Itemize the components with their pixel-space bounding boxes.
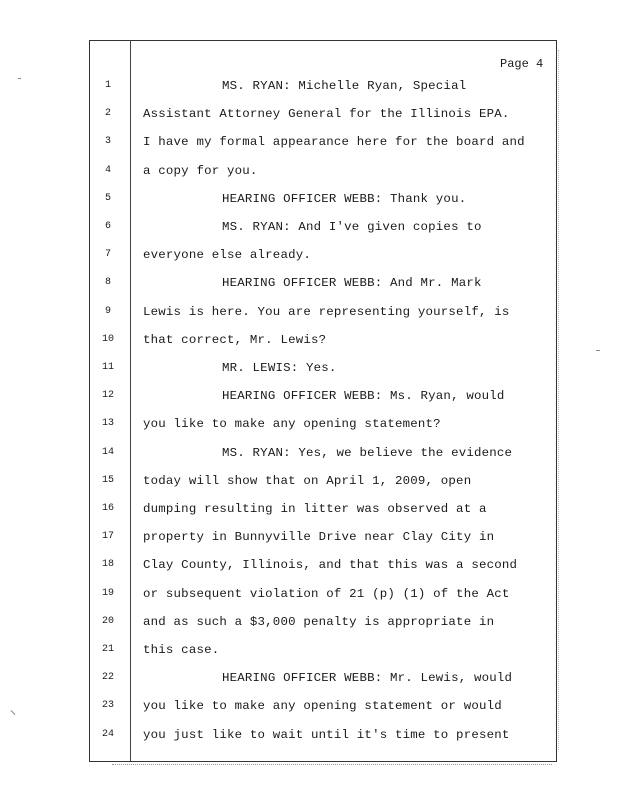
transcript-line: [0, 245, 618, 265]
line-text: HEARING OFFICER WEBB: Ms. Ryan, would: [222, 389, 505, 404]
line-text: MR. LEWIS: Yes.: [222, 361, 337, 375]
line-number: 17: [101, 531, 114, 543]
scan-speck: [596, 350, 600, 351]
footer-scan-noise: [112, 764, 552, 768]
line-number: 19: [101, 587, 114, 599]
transcript-line: [0, 358, 618, 378]
line-number: 3: [104, 136, 111, 148]
transcript-line: [0, 584, 618, 604]
line-number: 6: [104, 221, 111, 232]
transcript-line: [0, 104, 618, 124]
line-text: MS. RYAN: Yes, we believe the evidence: [222, 445, 513, 460]
line-number: 24: [101, 728, 114, 740]
line-text: HEARING OFFICER WEBB: Mr. Lewis, would: [222, 671, 513, 686]
line-number: 13: [101, 418, 114, 430]
line-number: 4: [104, 164, 111, 176]
transcript-line: [0, 132, 618, 152]
line-text: a copy for you.: [143, 163, 258, 178]
page-number: Page 4: [500, 57, 544, 71]
line-text: HEARING OFFICER WEBB: Thank you.: [222, 191, 467, 206]
transcript-line: [0, 668, 618, 688]
transcript-line: [0, 76, 618, 96]
line-number: 9: [104, 305, 111, 317]
line-number: 7: [104, 249, 111, 261]
transcript-line: [0, 217, 618, 237]
line-number: 20: [101, 615, 114, 627]
transcript-line: [0, 189, 618, 209]
line-number: 14: [101, 446, 114, 458]
line-number: 22: [101, 672, 114, 684]
line-number: 21: [101, 644, 114, 655]
line-text: MS. RYAN: And I've given copies to: [222, 220, 482, 234]
line-text: you like to make any opening statement?: [143, 417, 441, 432]
transcript-line: [0, 471, 618, 491]
line-text: Clay County, Illinois, and that this was a second: [143, 558, 518, 573]
line-number: 18: [101, 559, 114, 571]
line-number: 10: [101, 333, 114, 345]
line-number: 2: [104, 108, 111, 120]
transcript-line: [0, 273, 618, 293]
line-number: 16: [101, 503, 114, 514]
line-text: Assistant Attorney General for the Illinois EPA.: [143, 107, 510, 122]
line-text: Lewis is here. You are representing yourself, is: [143, 304, 510, 319]
line-text: or subsequent violation of 21 (p) (1) of the Act: [143, 586, 510, 601]
transcript-line: [0, 302, 618, 322]
line-text: this case.: [143, 643, 220, 657]
line-text: today will show that on April 1, 2009, open: [143, 473, 472, 488]
line-text: I have my formal appearance here for the board and: [143, 135, 525, 150]
line-number: 15: [101, 474, 114, 486]
line-text: that correct, Mr. Lewis?: [143, 332, 327, 347]
line-number: 1: [104, 80, 111, 91]
transcript-line: [0, 696, 618, 716]
line-text: and as such a $3,000 penalty is appropriate in: [143, 614, 495, 629]
transcript-line: [0, 640, 618, 660]
line-number: 8: [104, 277, 111, 289]
line-number: 11: [101, 362, 114, 373]
line-text: MS. RYAN: Michelle Ryan, Special: [222, 79, 467, 93]
transcript-line: [0, 725, 618, 745]
transcript-line: [0, 414, 618, 434]
line-number: 12: [101, 390, 114, 402]
transcript-line: [0, 443, 618, 463]
line-text: dumping resulting in litter was observed at a: [143, 502, 487, 516]
transcript-line: [0, 386, 618, 406]
line-number: 23: [101, 700, 114, 712]
line-text: you like to make any opening statement or would: [143, 699, 502, 714]
transcript-line: [0, 555, 618, 575]
line-text: everyone else already.: [143, 248, 311, 263]
scan-speck: [18, 78, 21, 79]
transcript-line: [0, 499, 618, 519]
transcript-line: [0, 612, 618, 632]
line-number: 5: [104, 192, 111, 204]
line-text: HEARING OFFICER WEBB: And Mr. Mark: [222, 276, 482, 291]
transcript-line: [0, 161, 618, 181]
line-text: you just like to wait until it's time to present: [143, 727, 510, 742]
line-text: property in Bunnyville Drive near Clay City in: [143, 530, 495, 545]
transcript-line: [0, 527, 618, 547]
transcript-line: [0, 330, 618, 350]
